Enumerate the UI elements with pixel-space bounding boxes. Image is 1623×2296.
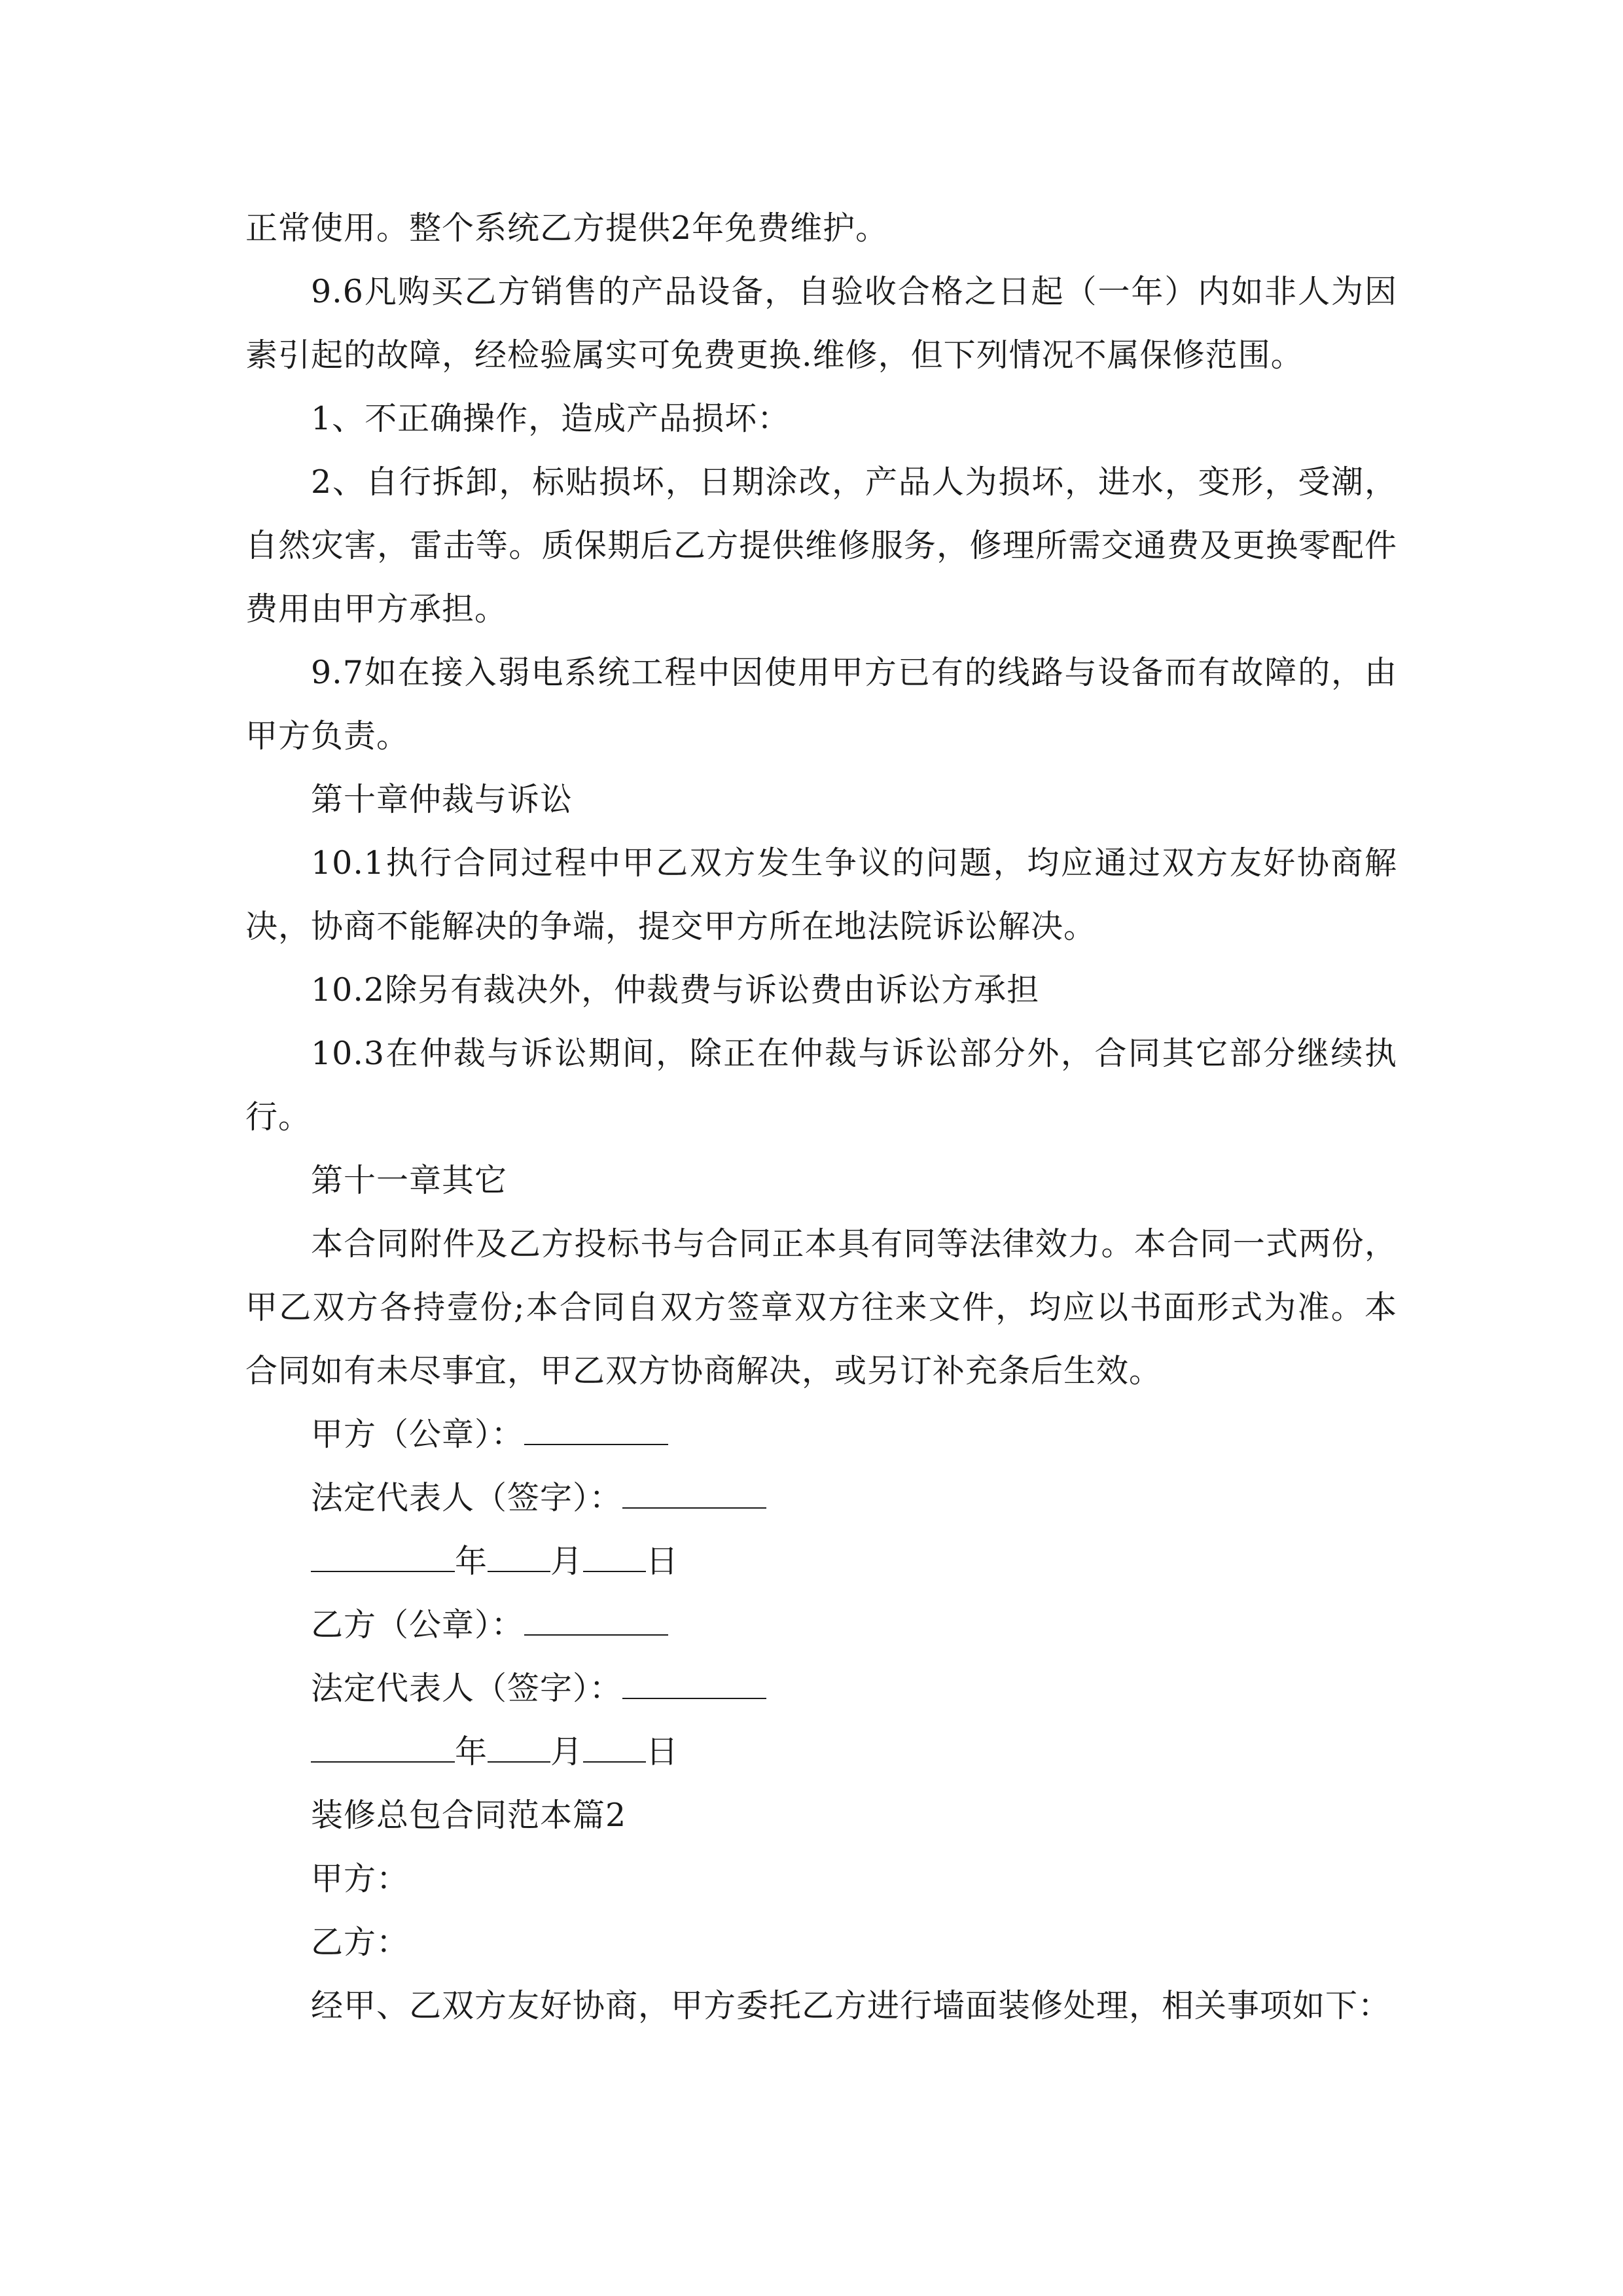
doc2-party-b: 乙方： xyxy=(311,1924,410,1961)
legal-rep-a-label: 法定代表人（签字）： xyxy=(311,1479,622,1516)
legal-rep-b-line xyxy=(245,1657,1397,1720)
party-b-seal-label: 乙方（公章）： xyxy=(311,1606,524,1643)
paragraph-maintenance: 正常使用。整个系统乙方提供2年免费维护。 xyxy=(245,209,889,247)
doc2-intro: 经甲、乙双方友好协商，甲方委托乙方进行墙面装修处理，相关事项如下： xyxy=(311,1987,1391,2024)
party-a-seal-label: 甲方（公章）： xyxy=(311,1416,524,1453)
day-a-blank[interactable] xyxy=(583,1541,646,1572)
chapter-10-heading: 第十章仲裁与诉讼 xyxy=(311,781,573,818)
paragraph-exclusion-2: 2、自行拆卸，标贴损坏，日期涂改，产品人为损坏，进水，变形，受潮，自然灾害，雷击等。质保期后乙方提供维修服务，修理所需交通费及更换零配件费用由甲方承担。 xyxy=(245,463,1397,628)
paragraph-10-3: 10.3在仲裁与诉讼期间，除正在仲裁与诉讼部分外，合同其它部分继续执行。 xyxy=(245,1035,1397,1136)
party-a-seal-blank[interactable] xyxy=(524,1414,668,1445)
month-b-blank[interactable] xyxy=(488,1731,550,1763)
legal-rep-b-label: 法定代表人（签字）： xyxy=(311,1670,622,1707)
date-b-line xyxy=(245,1720,1397,1784)
legal-rep-a-line xyxy=(245,1466,1397,1530)
year-label: 年 xyxy=(455,1733,488,1770)
year-b-blank[interactable] xyxy=(311,1731,455,1763)
doc2-title: 装修总包合同范本篇2 xyxy=(311,1797,627,1834)
month-a-blank[interactable] xyxy=(488,1541,550,1572)
paragraph-9-7: 9.7如在接入弱电系统工程中因使用甲方已有的线路与设备而有故障的，由甲方负责。 xyxy=(245,654,1397,755)
paragraph-10-2: 10.2除另有裁决外，仲裁费与诉讼费由诉讼方承担 xyxy=(311,971,1040,1009)
year-a-blank[interactable] xyxy=(311,1541,455,1572)
paragraph-validity: 本合同附件及乙方投标书与合同正本具有同等法律效力。本合同一式两份，甲乙双方各持壹份;本合同自双方签章双方往来文件，均应以书面形式为准。本合同如有未尽事宜，甲乙双方协商解决，或另订补充条后生效。 xyxy=(245,1225,1397,1390)
month-label: 月 xyxy=(550,1733,584,1770)
legal-rep-b-blank[interactable] xyxy=(622,1668,766,1699)
date-a-line xyxy=(245,1530,1397,1593)
paragraph-exclusion-1: 1、不正确操作，造成产品损坏： xyxy=(311,400,791,437)
paragraph-9-6: 9.6凡购买乙方销售的产品设备，自验收合格之日起（一年）内如非人为因素引起的故障，经检验属实可免费更换.维修，但下列情况不属保修范围。 xyxy=(245,273,1397,374)
party-b-seal-blank[interactable] xyxy=(524,1604,668,1636)
day-label: 日 xyxy=(646,1543,679,1580)
day-b-blank[interactable] xyxy=(583,1731,646,1763)
doc2-party-a: 甲方： xyxy=(311,1860,410,1897)
chapter-11-heading: 第十一章其它 xyxy=(311,1162,508,1199)
party-a-seal-line xyxy=(245,1403,1397,1466)
year-label: 年 xyxy=(455,1543,488,1580)
document-body xyxy=(245,196,1397,2037)
party-b-seal-line xyxy=(245,1593,1397,1657)
paragraph-10-1: 10.1执行合同过程中甲乙双方发生争议的问题，均应通过双方友好协商解决，协商不能解决的争端，提交甲方所在地法院诉讼解决。 xyxy=(245,844,1397,945)
month-label: 月 xyxy=(550,1543,584,1580)
day-label: 日 xyxy=(646,1733,679,1770)
legal-rep-a-blank[interactable] xyxy=(622,1477,766,1509)
